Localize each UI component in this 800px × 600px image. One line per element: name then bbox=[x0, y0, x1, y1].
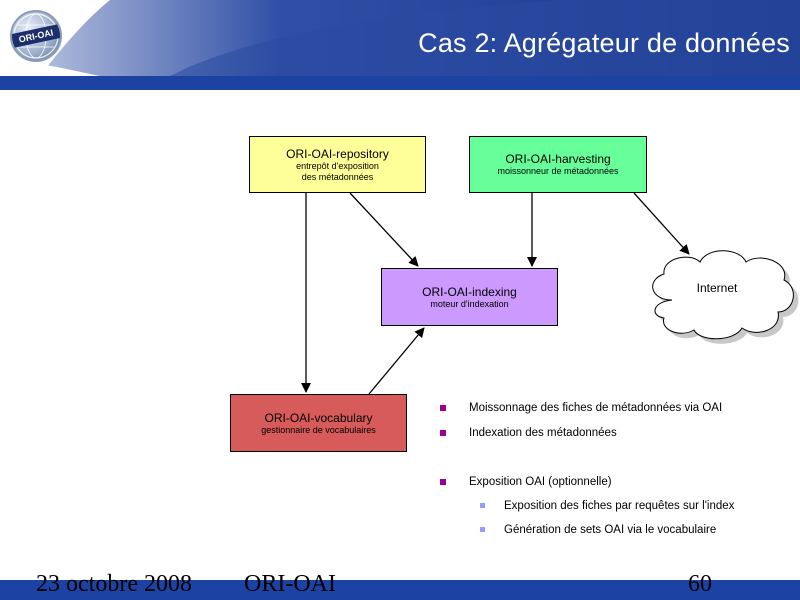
square-bullet-icon bbox=[440, 430, 446, 436]
sub-bullet-text: Génération de sets OAI via le vocabulaire bbox=[504, 524, 717, 536]
footer-name: ORI-OAI bbox=[244, 571, 336, 597]
node-repository-subtitle-1: entrepôt d'exposition bbox=[296, 160, 379, 171]
node-internet-label: Internet bbox=[696, 281, 738, 295]
node-repository-subtitle-2: des métadonnées bbox=[301, 171, 374, 182]
square-bullet-icon bbox=[480, 527, 485, 532]
square-bullet-icon bbox=[440, 405, 446, 411]
node-vocabulary-subtitle: gestionnaire de vocabulaires bbox=[261, 424, 376, 435]
page-number: 60 bbox=[688, 571, 712, 597]
node-harvesting-title: ORI-OAI-harvesting bbox=[505, 152, 611, 166]
sub-bullet-text: Exposition des fiches par requêtes sur l'index bbox=[504, 500, 735, 512]
logo-text: ORI-OAI bbox=[11, 24, 61, 48]
node-repository-title: ORI-OAI-repository bbox=[286, 146, 389, 161]
slide-title: Cas 2: Agrégateur de données bbox=[418, 28, 790, 58]
node-harvesting-subtitle: moissonneur de métadonnées bbox=[497, 166, 619, 176]
internet-cloud-icon bbox=[653, 251, 799, 344]
node-repository bbox=[249, 136, 426, 193]
node-harvesting bbox=[469, 136, 647, 193]
arrow-harvesting-to-internet bbox=[634, 193, 689, 254]
footer-date: 23 octobre 2008 bbox=[36, 571, 192, 597]
bullet-text: Indexation des métadonnées bbox=[469, 427, 617, 439]
node-indexing-subtitle: moteur d'indexation bbox=[430, 298, 509, 309]
node-indexing bbox=[381, 268, 558, 326]
node-vocabulary bbox=[230, 394, 407, 452]
square-bullet-icon bbox=[440, 479, 446, 485]
bullet-text: Exposition OAI (optionnelle) bbox=[469, 476, 612, 488]
node-vocabulary-title: ORI-OAI-vocabulary bbox=[264, 410, 373, 425]
arrow-repository-to-indexing bbox=[350, 193, 418, 266]
arrow-vocabulary-to-indexing bbox=[369, 328, 424, 394]
node-indexing-title: ORI-OAI-indexing bbox=[422, 284, 517, 299]
square-bullet-icon bbox=[480, 503, 485, 508]
bullet-text: Moissonnage des fiches de métadonnées via OAI bbox=[469, 402, 723, 414]
